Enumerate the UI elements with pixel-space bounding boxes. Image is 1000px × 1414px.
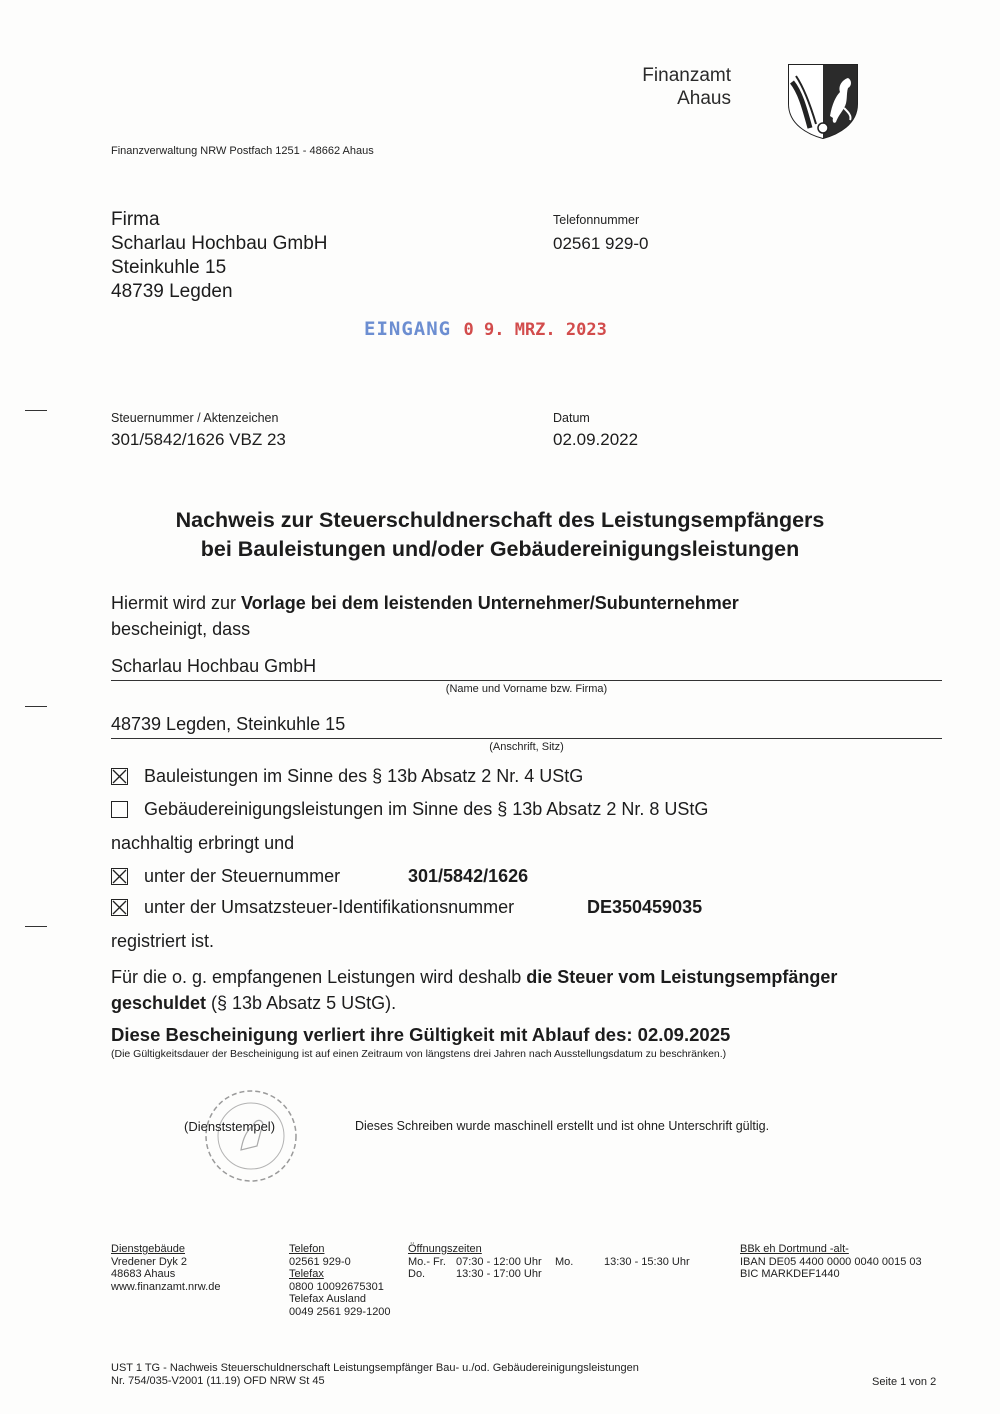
nrw-crest-icon [786,62,860,145]
recipient-line-4: 48739 Legden [111,281,233,302]
title-line-1: Nachweis zur Steuerschuldnerschaft des Leistungsempfängers [175,508,825,532]
service-construction [111,766,583,787]
hours-row1-time: 07:30 - 12:00 Uhr [456,1255,542,1268]
checkbox-vatid[interactable] [111,899,128,916]
building-line-2: 48683 Ahaus [111,1268,176,1280]
intro-line-2: bescheinigt, dass [111,619,251,639]
hours-heading: Öffnungszeiten [408,1243,482,1255]
stamp-word: EINGANG [364,318,452,340]
taxnumber-label: unter der Steuernummer [144,866,341,886]
bank-iban: IBAN DE05 4400 0000 0040 0015 03 [740,1255,922,1268]
office-name [600,64,731,110]
liability-bold-2: geschuldet [111,993,207,1013]
name-caption: (Name und Vorname bzw. Firma) [445,683,608,695]
validity-note: (Die Gültigkeitsdauer der Bescheinigung ist auf einen Zeitraum von längstens drei Jahren nach Ausstellungsdatum zu beschränken.) [111,1048,727,1060]
taxnumber-value: 301/5842/1626 [408,866,529,886]
hours-row2-time: 13:30 - 17:00 Uhr [456,1268,542,1280]
form-id-line-1: UST 1 TG - Nachweis Steuerschuldnerschaft Leistungsempfänger Bau- u./od. Gebäudereinigungsleistungen [111,1362,639,1374]
name-value: Scharlau Hochbau GmbH [111,656,317,676]
building-heading: Dienstgebäude [111,1243,186,1255]
building-line-1: Vredener Dyk 2 [111,1255,188,1268]
date-value: 02.09.2022 [553,430,639,449]
checkbox-taxnumber[interactable] [111,868,128,885]
fold-mark [25,926,47,927]
title-line-2: bei Bauleistungen und/oder Gebäudereinigungsleistungen [200,537,800,561]
recipient-line-3: Steinkuhle 15 [111,257,227,278]
page-number: Seite 1 von 2 [872,1376,937,1388]
reference-label: Steuernummer / Aktenzeichen [111,411,279,425]
recipient-address [111,208,328,304]
fax-abroad-label: Telefax Ausland [289,1293,367,1305]
machine-notice: Dieses Schreiben wurde maschinell erstellt und ist ohne Unterschrift gültig. [355,1119,770,1133]
address-field [111,714,942,739]
reference-value: 301/5842/1626 VBZ 23 [111,430,286,449]
date-label: Datum [553,411,590,425]
service-cleaning [111,799,708,820]
footer-phone [289,1243,391,1318]
seal-label: (Dienststempel) [184,1119,276,1134]
fax-number: 0800 10092675301 [289,1280,384,1293]
footer-hours [408,1243,708,1281]
building-website[interactable]: www.finanzamt.nrw.de [111,1280,221,1293]
office-line-2: Ahaus [677,88,731,109]
fax-heading: Telefax [289,1268,324,1280]
validity-statement: Diese Bescheinigung verliert ihre Gültigkeit mit Ablauf des: 02.09.2025 [111,1024,731,1045]
intro-bold: Vorlage bei dem leistenden Unternehmer/Subunternehmer [241,593,739,613]
hours-row1-day: Mo.- Fr. [408,1255,446,1268]
bank-bic: BIC MARKDEF1440 [740,1268,840,1280]
fold-mark [25,410,47,411]
hours-row2-day: Do. [408,1268,426,1280]
liability-text [111,964,951,1016]
fax-abroad-number: 0049 2561 929-1200 [289,1305,391,1318]
footer-building [111,1243,220,1293]
return-address: Finanzverwaltung NRW Postfach 1251 - 48662 Ahaus [111,145,374,157]
registration-vatid [111,897,514,918]
address-value: 48739 Legden, Steinkuhle 15 [111,714,346,734]
footer-bank [740,1243,922,1281]
receipt-stamp [364,318,607,340]
phone-number: 02561 929-0 [289,1255,351,1268]
official-seal-icon [203,1088,299,1189]
hours-row1-day2: Mo. [555,1255,574,1268]
liability-part-2: (§ 13b Absatz 5 UStG). [206,993,397,1013]
service-cleaning-label: Gebäudereinigungsleistungen im Sinne des § 13b Absatz 2 Nr. 8 UStG [144,799,709,819]
vatid-value: DE350459035 [587,897,703,917]
liability-bold-1: die Steuer vom Leistungsempfänger [526,967,838,987]
intro-text [111,590,739,642]
address-caption: (Anschrift, Sitz) [489,741,564,753]
vatid-label: unter der Umsatzsteuer-Identifikationsnummer [144,897,515,917]
form-id-line-2: Nr. 754/035-V2001 (11.19) OFD NRW St 45 [111,1374,325,1387]
registered-text: registriert ist. [111,931,215,951]
stamp-date: 0 9. MRZ. 2023 [463,320,607,340]
intro-part-1: Hiermit wird zur [111,593,242,613]
punch-mark [25,706,47,707]
office-line-1: Finanzamt [642,65,731,86]
checkbox-cleaning[interactable] [111,801,128,818]
document-title [0,506,1000,564]
phone-heading: Telefon [289,1243,325,1255]
recipient-line-2: Scharlau Hochbau GmbH [111,233,328,254]
registration-taxnumber [111,866,340,887]
phone-label: Telefonnummer [553,213,640,227]
form-identifier [111,1362,639,1387]
checkbox-construction[interactable] [111,768,128,785]
hours-row1-time2: 13:30 - 15:30 Uhr [604,1255,690,1268]
recipient-line-1: Firma [111,209,160,230]
name-field [111,656,942,681]
phone-value: 02561 929-0 [553,234,649,253]
sustained-text: nachhaltig erbringt und [111,833,295,853]
service-construction-label: Bauleistungen im Sinne des § 13b Absatz 2 Nr. 4 UStG [144,766,584,786]
liability-part-1: Für die o. g. empfangenen Leistungen wird deshalb [111,967,527,987]
bank-heading: BBk eh Dortmund -alt- [740,1243,849,1255]
